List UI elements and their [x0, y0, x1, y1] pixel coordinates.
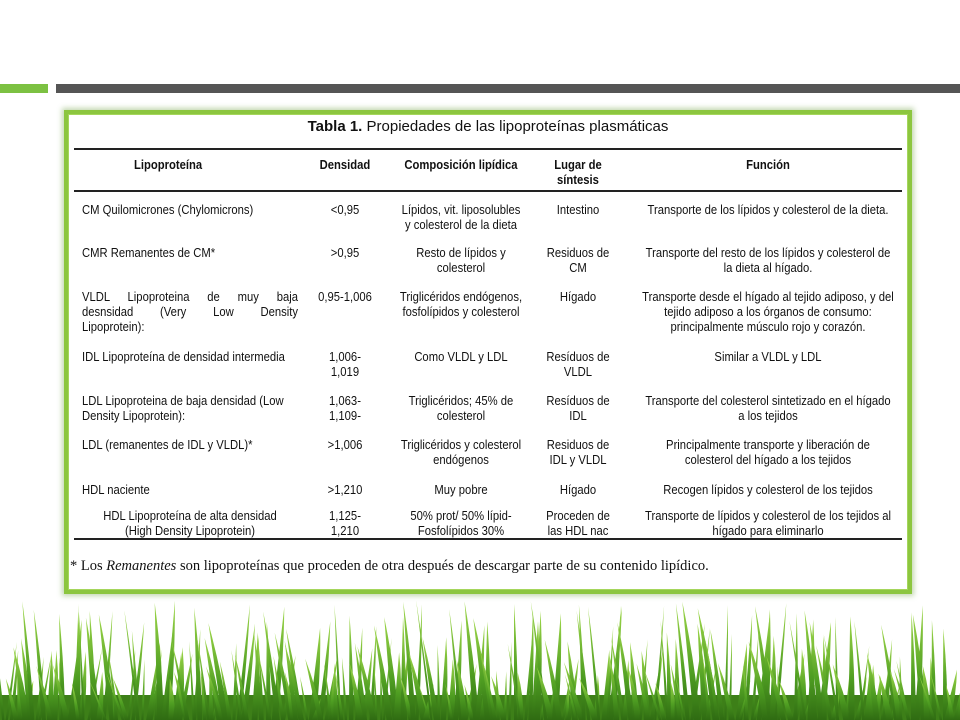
table-footnote: * Los Remanentes son lipoproteínas que proceden de otra después de descargar parte de su contenido lipídico.: [70, 558, 709, 574]
header-lipoproteina: Lipoproteína: [134, 158, 203, 172]
cell-composicion: Triglicéridos y colesterol endógenos: [400, 438, 522, 467]
cell-funcion: Recogen lípidos y colesterol de los tejidos: [663, 483, 873, 497]
grass-decoration: [0, 600, 960, 720]
cell-densidad: >1,210: [327, 483, 363, 497]
cell-lugar: Resíduos de IDL: [546, 394, 610, 423]
cell-lugar: Hígado: [559, 290, 597, 304]
cell-lipoproteina: IDL Lipoproteína de densidad intermedia: [82, 350, 285, 364]
cell-lipoproteina: HDL Lipoproteína de alta densidad (High Density Lipoprotein): [103, 509, 277, 538]
cell-lugar: Resíduos de VLDL: [546, 350, 610, 379]
accent-bar-green: [0, 84, 48, 93]
cell-funcion: Transporte de lípidos y colesterol de los tejidos al hígado para eliminarlo: [645, 509, 891, 538]
header-lugar: Lugar de síntesis: [554, 158, 602, 187]
cell-funcion: Transporte del resto de los lípidos y colesterol de la dieta al hígado.: [645, 246, 891, 275]
cell-funcion: Transporte de los lípidos y colesterol de la dieta.: [647, 203, 889, 217]
cell-lipoproteina: LDL (remanentes de IDL y VLDL)*: [82, 438, 253, 452]
cell-composicion: Muy pobre: [434, 483, 488, 497]
cell-funcion: Similar a VLDL y LDL: [714, 350, 822, 364]
cell-densidad: 0,95-1,006: [318, 290, 372, 304]
cell-lugar: Intestino: [556, 203, 600, 217]
cell-lipoproteina: LDL Lipoproteina de baja densidad (Low Density Lipoprotein):: [82, 394, 284, 423]
table-title: Tabla 1. Propiedades de las lipoproteínas plasmáticas: [307, 118, 669, 135]
cell-lipoproteina: VLDL Lipoproteina de muy baja desnsidad (Very Low Density Lipoprotein):: [82, 290, 298, 334]
cell-densidad: >0,95: [330, 246, 360, 260]
table-rule-top: [74, 148, 902, 150]
header-funcion: Función: [746, 158, 790, 172]
table-rule-header: [74, 190, 902, 192]
cell-funcion: Transporte desde el hígado al tejido adiposo, y del tejido adiposo a los órganos de consumo: principalmente músculo rojo y corazón.: [642, 290, 894, 334]
cell-lugar: Residuos de CM: [546, 246, 610, 275]
cell-densidad: <0,95: [330, 203, 360, 217]
cell-composicion: 50% prot/ 50% lípid- Fosfolípidos 30%: [410, 509, 512, 538]
header-densidad: Densidad: [319, 158, 371, 172]
cell-composicion: Lípidos, vit. liposolubles y colesterol de la dieta: [401, 203, 521, 232]
cell-composicion: Resto de lípidos y colesterol: [416, 246, 506, 275]
table-rule-bottom: [74, 538, 902, 540]
cell-lipoproteina: CMR Remanentes de CM*: [82, 246, 216, 260]
cell-composicion: Triglicéridos; 45% de colesterol: [408, 394, 514, 423]
header-composicion: Composición lipídica: [404, 158, 518, 172]
cell-lugar: Hígado: [559, 483, 597, 497]
cell-densidad: >1,006: [327, 438, 363, 452]
cell-lugar: Residuos de IDL y VLDL: [546, 438, 610, 467]
cell-lugar: Proceden de las HDL nac: [546, 509, 610, 538]
cell-funcion: Transporte del colesterol sintetizado en el hígado a los tejidos: [645, 394, 891, 423]
cell-densidad: 1,125- 1,210: [329, 509, 361, 538]
cell-densidad: 1,006- 1,019: [329, 350, 361, 379]
cell-composicion: Triglicéridos endógenos, fosfolípidos y colesterol: [399, 290, 523, 319]
table-frame: [64, 110, 912, 594]
cell-densidad: 1,063- 1,109-: [329, 394, 361, 423]
cell-composicion: Como VLDL y LDL: [414, 350, 508, 364]
cell-lipoproteina: HDL naciente: [82, 483, 150, 497]
cell-funcion: Principalmente transporte y liberación de colesterol del hígado a los tejidos: [666, 438, 870, 467]
cell-lipoproteina: CM Quilomicrones (Chylomicrons): [82, 203, 254, 217]
accent-bar-dark: [56, 84, 960, 93]
